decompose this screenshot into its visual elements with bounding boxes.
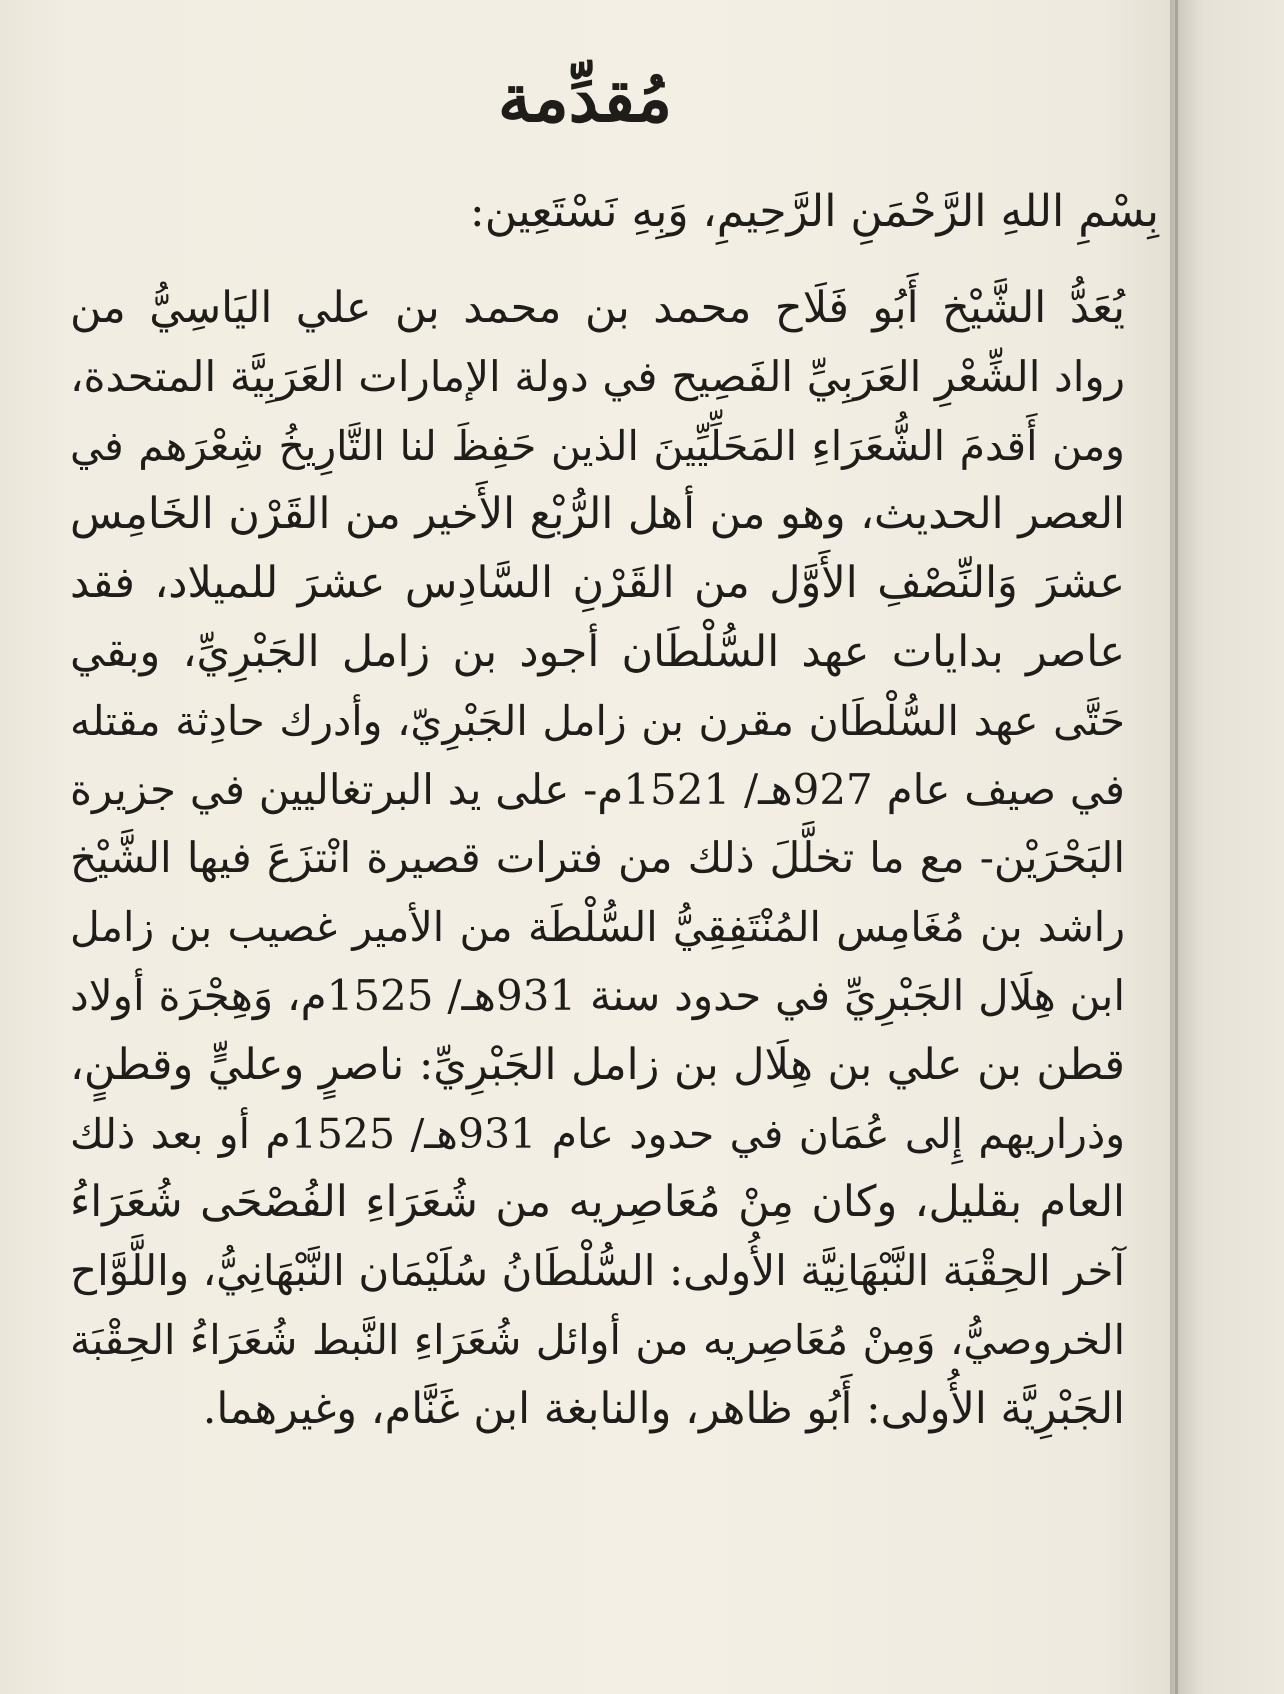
text-line: آخر الحِقْبَة النَّبْهَانِيَّة الأُولى: السُّلْطَانُ سُلَيْمَان النَّبْهَانِيُّ، واللَّوَّاح [70, 1246, 1125, 1296]
basmala-line: بِسْمِ اللهِ الرَّحْمَنِ الرَّحِيمِ، وَبِهِ نَسْتَعِين: [469, 186, 1159, 237]
text-line-last: الجَبْرِيَّة الأُولى: أَبُو ظاهر، والنابغة ابن غَنَّام، وغيرهما. [202, 1383, 1125, 1434]
text-line: قطن بن علي بن هِلَال بن زامل الجَبْرِيِّ: ناصرٍ وعليٍّ وقطنٍ، [70, 1039, 1125, 1090]
text-line: ابن هِلَال الجَبْرِيِّ في حدود سنة 931هـ/ 1525م، وَهِجْرَة أولاد [70, 970, 1125, 1020]
text-line: ومن أَقدمَ الشُّعَرَاءِ المَحَلِّيِّينَ الذين حَفِظَ لنا التَّارِيخُ شِعْرَهم في [70, 421, 1125, 470]
facing-page-edge [1170, 0, 1284, 1694]
text-line: راشد بن مُغَامِس المُنْتَفِقِيُّ السُّلْطَة من الأمير غصيب بن زامل [70, 903, 1125, 952]
text-line: العصر الحديث، وهو من أهل الرُّبْع الأَخير من القَرْن الخَامِس [70, 489, 1125, 540]
text-line: رواد الشِّعْرِ العَرَبِيِّ الفَصِيح في دولة الإمارات العَرَبِيَّة المتحدة، [70, 351, 1125, 401]
text-line: البَحْرَيْن- مع ما تخلَّلَ ذلك من فترات قصيرة انْتزَعَ فيها الشَّيْخ [70, 833, 1125, 883]
introduction-body [70, 274, 1125, 1444]
text-line: حَتَّى عهد السُّلْطَان مقرن بن زامل الجَبْرِيّ، وأدرك حادِثة مقتله [70, 696, 1125, 745]
text-line: في صيف عام 927هـ/ 1521م- على يد البرتغاليين في جزيرة [70, 764, 1126, 814]
text-line: الخروصيُّ، وَمِنْ مُعَاصِريه من أوائل شُعَرَاءِ النَّبط شُعَرَاءُ الحِقْبَة [70, 1315, 1125, 1364]
text-line: عشرَ وَالنِّصْفِ الأَوَّل من القَرْنِ السَّادِس عشرَ للميلاد، فقد [70, 558, 1125, 609]
text-line: العام بقليل، وكان مِنْ مُعَاصِريه من شُعَرَاءِ الفُصْحَى شُعَرَاءُ [70, 1177, 1125, 1228]
page-heading: مُقدِّمة [497, 59, 673, 137]
text-line: وذراريهم إِلى عُمَان في حدود عام 931هـ/ 1525م أو بعد ذلك [70, 1109, 1126, 1158]
text-line: يُعَدُّ الشَّيْخ أَبُو فَلَاح محمد بن محمد بن علي اليَاسِيُّ من [70, 283, 1125, 333]
text-line: عاصر بدايات عهد السُّلْطَان أجود بن زامل الجَبْرِيِّ، وبقي [70, 626, 1125, 677]
page-fold-line [1175, 0, 1178, 1694]
